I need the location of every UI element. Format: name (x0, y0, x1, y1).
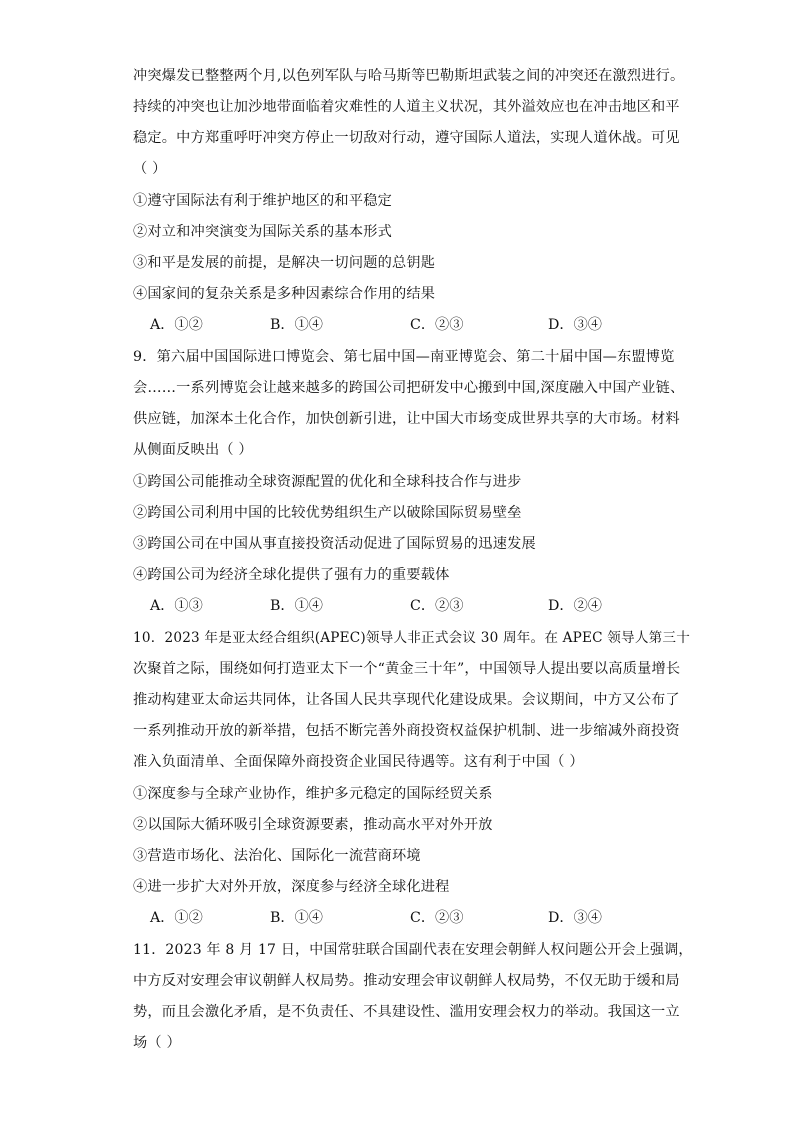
q10-stem-line-2: 次聚首之际，围绕如何打造亚太下一个“黄金三十年”，中国领导人提出要以高质量增长 (133, 661, 681, 677)
q8-stem-line-1: 冲突爆发已整整两个月,以色列军队与哈马斯等巴勒斯坦武装之间的冲突还在激烈进行。 (133, 68, 685, 84)
q8-stem-line-3: 稳定。中方郑重呼吁冲突方停止一切敌对行动，遵守国际人道法，实现人道休战。可见 (133, 130, 680, 146)
q10-statement-3: ③营造市场化、法治化、国际化一流营商环境 (133, 848, 421, 864)
q9-options (150, 596, 670, 616)
q10-stem-line-1: 10．2023 年是亚太经合组织(APEC)领导人非正式会议 30 周年。在 APEC 领导人第三十 (133, 630, 691, 646)
q9-statement-1: ①跨国公司能推动全球资源配置的优化和全球科技合作与进步 (133, 474, 522, 490)
q8-option-c[interactable]: C．②③ (410, 317, 464, 333)
q8-statement-3: ③和平是发展的前提，是解决一切问题的总钥匙 (133, 255, 436, 271)
q10-options (150, 908, 670, 928)
q9-statement-2: ②跨国公司利用中国的比较优势组织生产以破除国际贸易壁垒 (133, 505, 522, 521)
q10-option-c[interactable]: C．②③ (410, 910, 464, 926)
q10-stem-line-5: 准入负面清单、全面保障外商投资企业国民待遇等。这有利于中国（ ） (133, 754, 584, 770)
q8-stem-line-4: （ ） (133, 161, 167, 177)
q9-option-a[interactable]: A．①③ (150, 598, 203, 614)
q8-statement-1: ①遵守国际法有利于维护地区的和平稳定 (133, 193, 392, 209)
q9-stem-line-3: 供应链，加深本土化合作，加快创新引进，让中国大市场变成世界共享的大市场。材料 (133, 411, 680, 427)
q9-option-d[interactable]: D．②④ (548, 598, 602, 614)
q11-stem-line-3: 势，而且会激化矛盾，是不负责任、不具建设性、滥用安理会权力的举动。我国这一立 (133, 1004, 680, 1020)
q10-option-b[interactable]: B．①④ (270, 910, 323, 926)
q11-stem-line-1: 11．2023 年 8 月 17 日，中国常驻联合国副代表在安理会朝鲜人权问题公开会上强调， (133, 942, 693, 958)
q10-stem-line-3: 推动构建亚太命运共同体，让各国人民共享现代化建设成果。会议期间，中方又公布了 (133, 692, 680, 708)
q8-option-b[interactable]: B．①④ (270, 317, 323, 333)
q10-statement-1: ①深度参与全球产业协作，维护多元稳定的国际经贸关系 (133, 786, 493, 802)
q9-option-b[interactable]: B．①④ (270, 598, 323, 614)
q9-option-c[interactable]: C．②③ (410, 598, 464, 614)
q10-statement-2: ②以国际大循环吸引全球资源要素，推动高水平对外开放 (133, 817, 493, 833)
q9-statement-3: ③跨国公司在中国从事直接投资活动促进了国际贸易的迅速发展 (133, 536, 536, 552)
q10-option-a[interactable]: A．①② (150, 910, 203, 926)
q9-statement-4: ④跨国公司为经济全球化提供了强有力的重要载体 (133, 567, 450, 583)
q10-stem-line-4: 一系列推动开放的新举措，包括不断完善外商投资权益保护机制、进一步缩减外商投资 (133, 723, 680, 739)
q8-stem-line-2: 持续的冲突也让加沙地带面临着灾难性的人道主义状况，其外溢效应也在冲击地区和平 (133, 99, 680, 115)
q8-options (150, 315, 670, 335)
q8-option-a[interactable]: A．①② (150, 317, 203, 333)
q8-option-d[interactable]: D．③④ (548, 317, 602, 333)
q10-option-d[interactable]: D．③④ (548, 910, 602, 926)
q10-statement-4: ④进一步扩大对外开放，深度参与经济全球化进程 (133, 879, 450, 895)
q11-stem-line-2: 中方反对安理会审议朝鲜人权局势。推动安理会审议朝鲜人权局势，不仅无助于缓和局 (133, 973, 680, 989)
q9-stem-line-2: 会……一系列博览会让越来越多的跨国公司把研发中心搬到中国,深度融入中国产业链、 (133, 380, 685, 396)
q8-statement-4: ④国家间的复杂关系是多种因素综合作用的结果 (133, 286, 436, 302)
q8-statement-2: ②对立和冲突演变为国际关系的基本形式 (133, 224, 392, 240)
q11-stem-line-4: 场（ ） (133, 1035, 181, 1051)
q9-stem-line-4: 从侧面反映出（ ） (133, 442, 253, 458)
q9-stem-line-1: 9．第六届中国国际进口博览会、第七届中国—南亚博览会、第二十届中国—东盟博览 (133, 349, 675, 365)
